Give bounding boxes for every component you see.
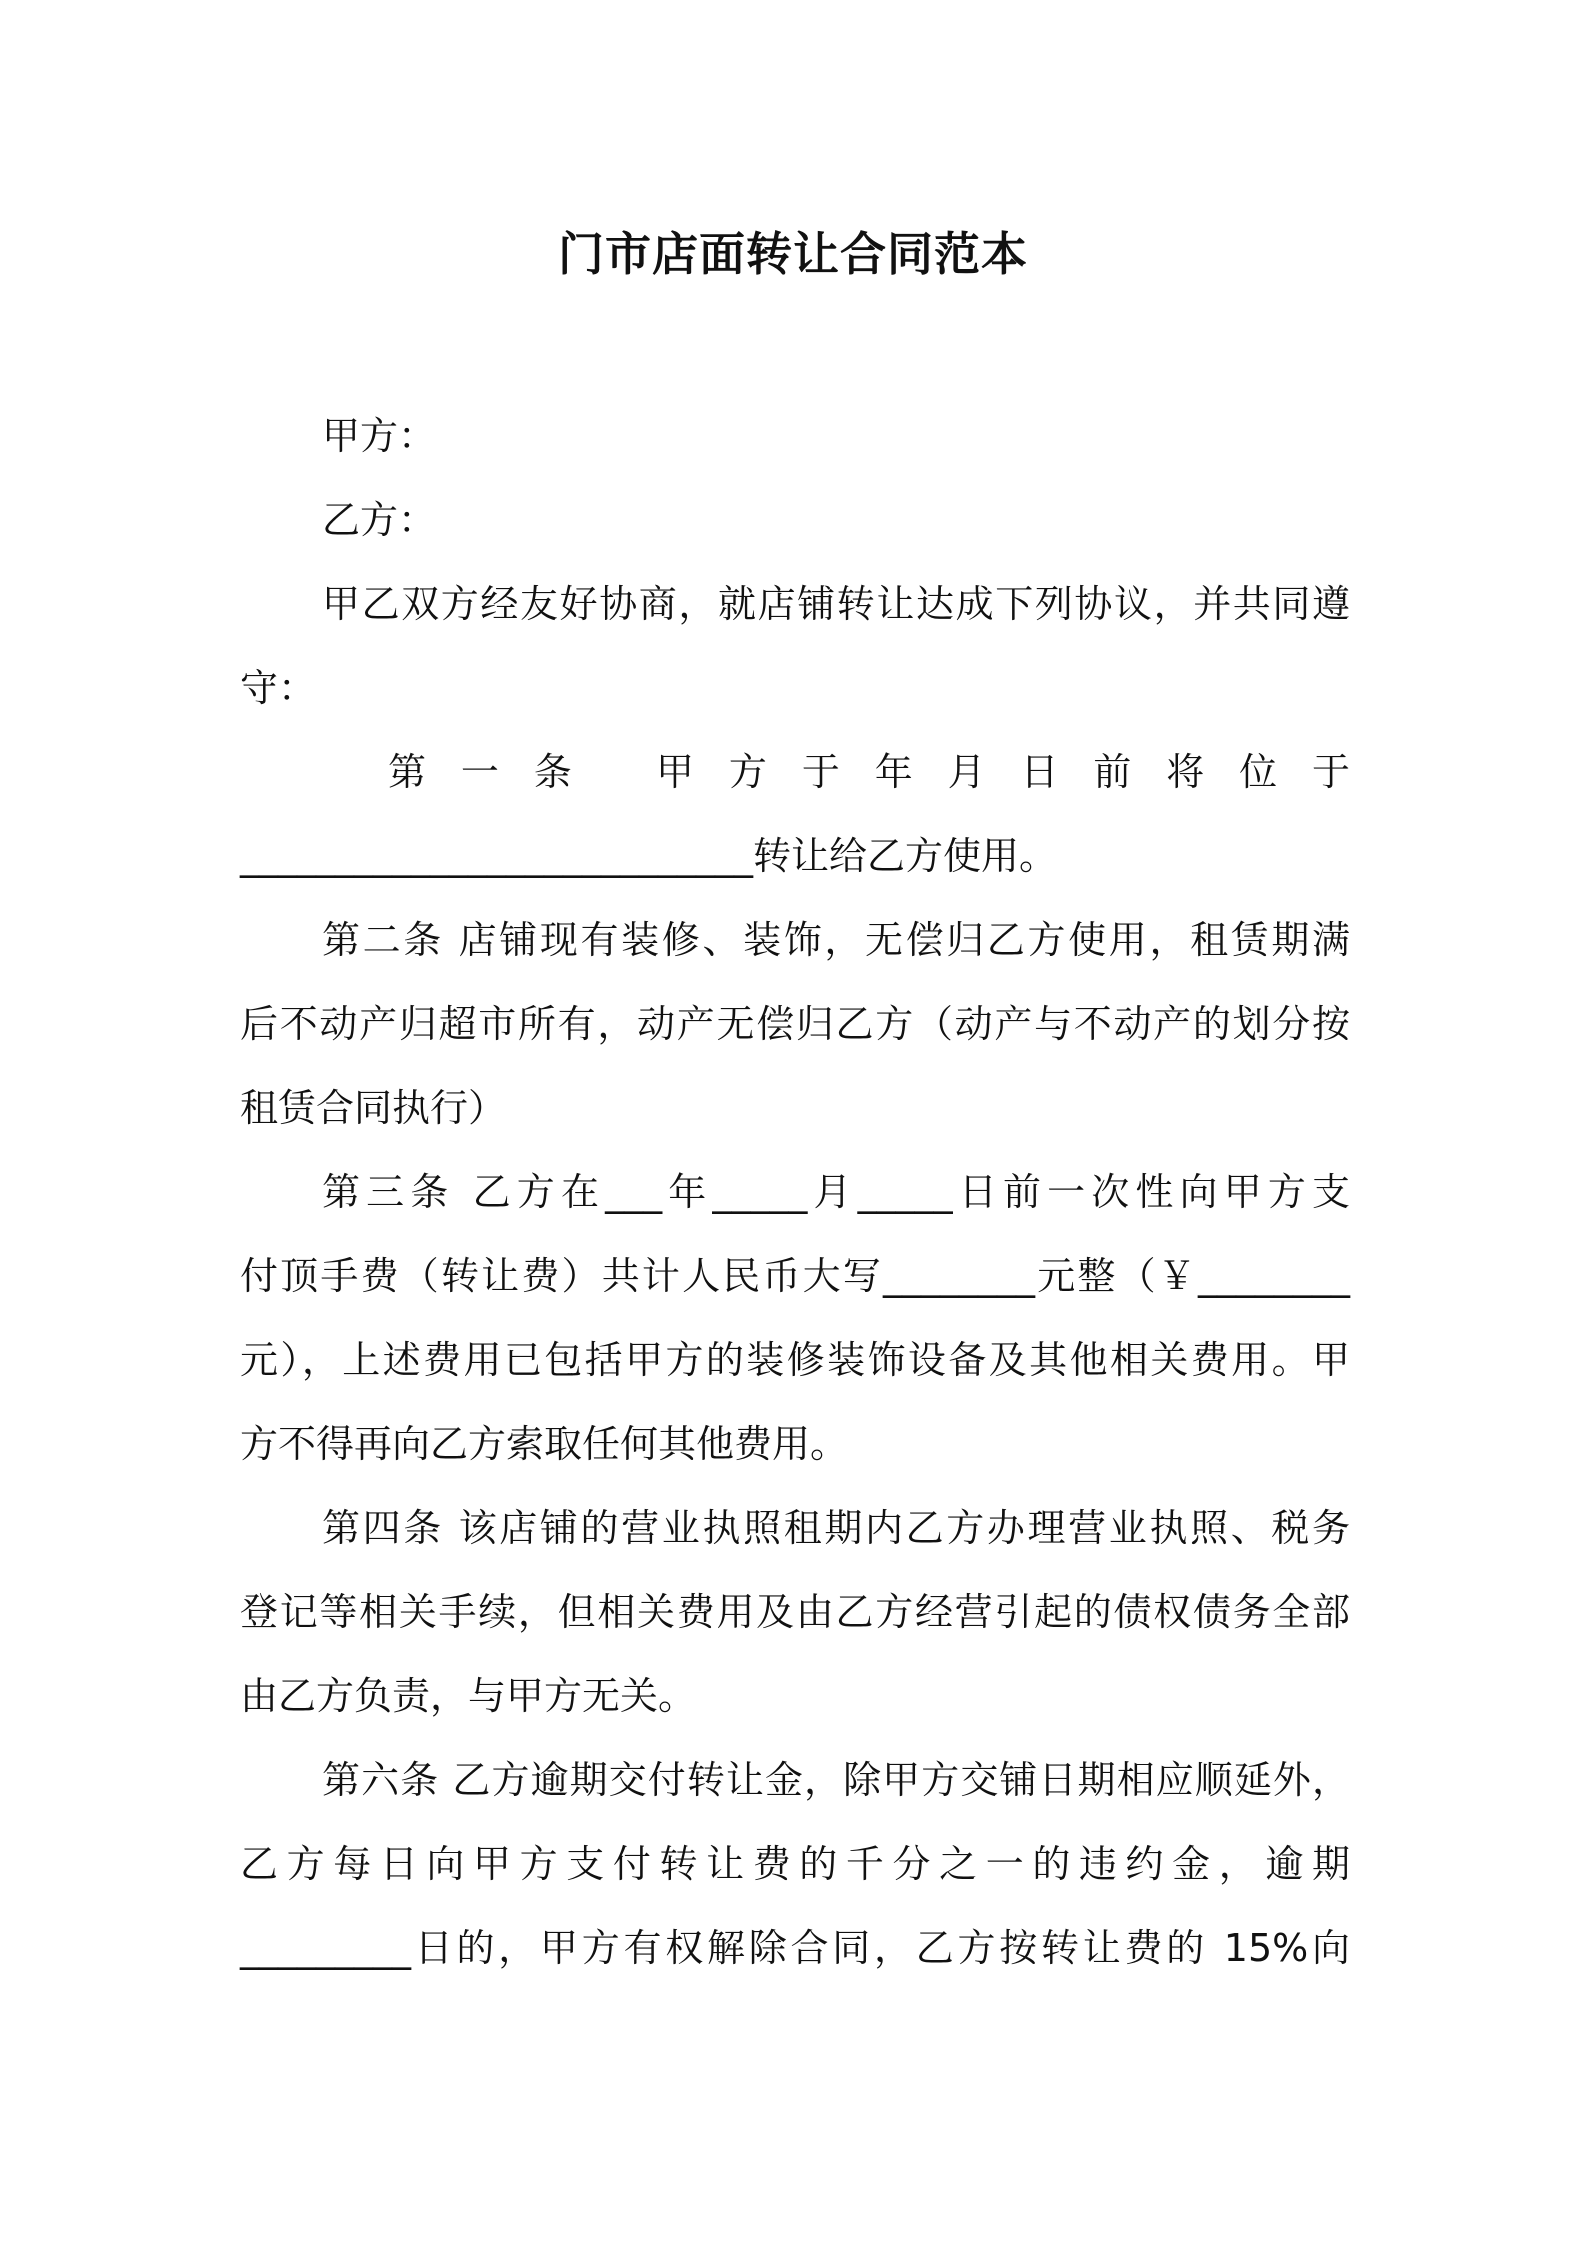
intro-line-1: 甲乙双方经友好协商，就店铺转让达成下列协议，并共同遵 — [322, 582, 1350, 626]
article3-line-4: 方不得再向乙方索取任何其他费用。 — [240, 1422, 849, 1466]
article3-line-1: 第三条 乙方在___年_____月_____日前一次性向甲方支 — [322, 1170, 1350, 1214]
article2-line-3: 租赁合同执行） — [240, 1086, 507, 1130]
article4-line-1: 第四条 该店铺的营业执照租期内乙方办理营业执照、税务 — [322, 1506, 1350, 1550]
article4-line-2: 登记等相关手续，但相关费用及由乙方经营引起的债权债务全部 — [240, 1590, 1350, 1634]
article3-line-3: 元），上述费用已包括甲方的装修装饰设备及其他相关费用。甲 — [240, 1338, 1350, 1382]
article4-line-3: 由乙方负责，与甲方无关。 — [240, 1674, 697, 1718]
article2-line-2: 后不动产归超市所有，动产无偿归乙方（动产与不动产的划分按 — [240, 1002, 1350, 1046]
party-b-label: 乙方： — [322, 498, 437, 542]
article2-line-1: 第二条 店铺现有装修、装饰，无偿归乙方使用，租赁期满 — [322, 918, 1350, 962]
article6-line-1: 第六条 乙方逾期交付转让金，除甲方交铺日期相应顺延外， — [322, 1758, 1350, 1802]
article6-line-3: _________日的，甲方有权解除合同，乙方按转让费的 15%向 — [240, 1926, 1350, 1970]
document-title: 门市店面转让合同范本 — [558, 227, 1028, 281]
party-a-label: 甲方： — [322, 414, 437, 458]
article3-line-2: 付顶手费（转让费）共计人民币大写________元整（￥________ — [240, 1254, 1350, 1298]
article1-line-2: ___________________________转让给乙方使用。 — [240, 834, 1058, 878]
article1-line-1: 第 一 条 甲 方 于 年 月 日 前 将 位 于 — [388, 750, 1350, 794]
intro-line-2: 守： — [240, 666, 317, 710]
article6-line-2: 乙方每日向甲方支付转让费的千分之一的违约金，逾期 — [240, 1842, 1350, 1886]
